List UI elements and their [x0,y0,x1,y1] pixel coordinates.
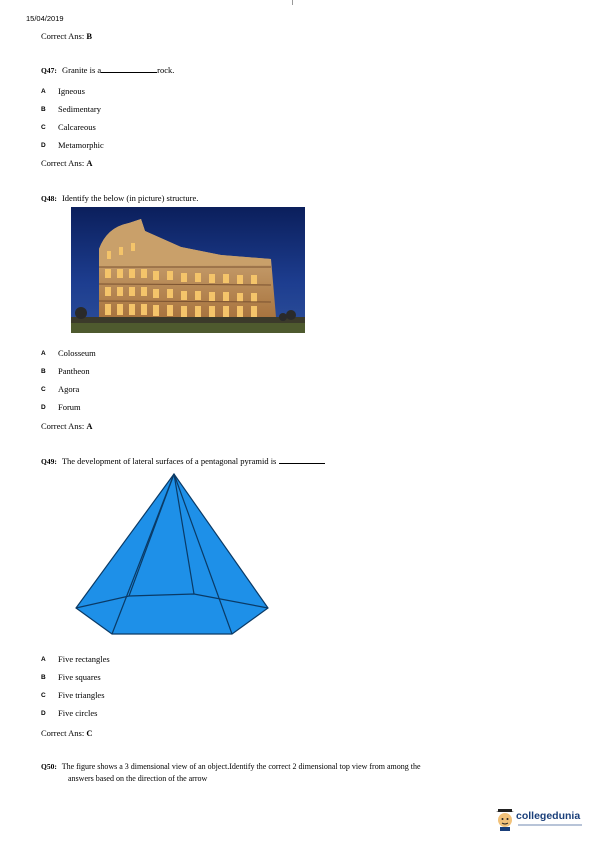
question-text-continued: answers based on the direction of the arrow [68,774,208,783]
option-letter: D [41,404,46,411]
option-letter: C [41,124,46,131]
pentagonal-pyramid-figure [74,472,270,636]
colosseum-photo [71,207,305,333]
logo-tagline-mark [518,824,582,826]
option-letter: A [41,88,46,95]
correct-answer-value: B [86,31,92,41]
option-text: Five circles [58,708,98,718]
question-q50 [41,762,421,771]
question-number: Q50: [41,762,57,771]
option-text: Forum [58,402,81,412]
option-text: Agora [58,384,80,394]
correct-answer-value: A [86,158,93,168]
question-number: Q49: [41,457,57,466]
question-q49 [41,456,325,466]
option-letter: C [41,386,46,393]
option-text: Metamorphic [58,140,104,150]
option-text: Sedimentary [58,104,101,114]
option-letter: D [41,710,46,717]
page-top-mark [292,0,293,5]
option-letter: C [41,692,46,699]
correct-answer-label: Correct Ans: [41,158,85,168]
question-q47 [41,65,174,75]
correct-answer-q49 [41,728,92,738]
option-letter: A [41,656,46,663]
correct-answer-q46 [41,31,92,41]
correct-answer-value: C [86,728,93,738]
question-number: Q47: [41,66,57,75]
question-text: The figure shows a 3 dimensional view of an object.Identify the correct 2 dimensional top view from among the [61,762,421,771]
correct-answer-label: Correct Ans: [41,728,85,738]
option-text: Five rectangles [58,654,110,664]
option-text: Colosseum [58,348,96,358]
option-letter: A [41,350,46,357]
question-text: The development of lateral surfaces of a pentagonal pyramid is [61,456,277,466]
page-date: 15/04/2019 [26,14,64,23]
question-number: Q48: [41,194,57,203]
correct-answer-label: Correct Ans: [41,421,85,431]
option-text: Calcareous [58,122,96,132]
correct-answer-q47 [41,158,92,168]
option-text: Igneous [58,86,85,96]
answer-blank [279,462,325,464]
option-text: Five triangles [58,690,105,700]
option-letter: B [41,368,46,375]
option-text: Five squares [58,672,101,682]
correct-answer-q48 [41,421,92,431]
question-text-end: rock. [157,65,175,75]
option-text: Pantheon [58,366,90,376]
question-q48 [41,193,198,203]
question-text: Granite is a [61,65,102,75]
mascot-icon [496,809,514,831]
correct-answer-label: Correct Ans: [41,31,85,41]
answer-blank [101,71,157,73]
correct-answer-value: A [86,421,93,431]
option-letter: B [41,106,46,113]
option-letter: B [41,674,46,681]
option-letter: D [41,142,46,149]
logo-text: collegedunia [516,810,581,822]
collegedunia-logo[interactable] [496,807,588,833]
question-text: Identify the below (in picture) structure. [61,193,199,203]
